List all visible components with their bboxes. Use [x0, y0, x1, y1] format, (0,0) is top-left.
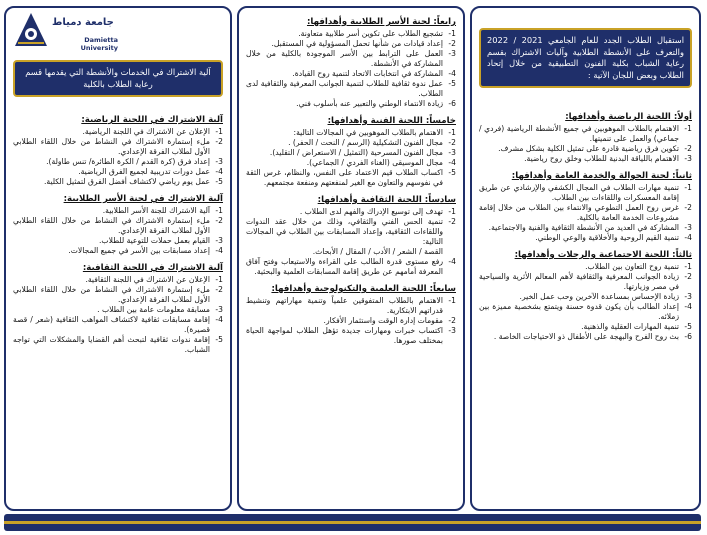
column-left [4, 6, 232, 511]
section-gap [246, 188, 456, 192]
header-box: آلية الاشتراك في الخدمات والأنشطة التي يقدمها قسم رعاية الطلاب بالكلية [13, 60, 223, 97]
list-item [479, 322, 692, 332]
list-item [246, 247, 456, 257]
item-text: إعداد فرق (كرة القدم / الكرة الطائرة/ تنس طاولة). [46, 157, 210, 166]
item-text: ملء إستمارة الاشتراك في النشاط من خلال اللقاء الطلابي الأول لطلاب الفرقة الإعدادي. [13, 137, 210, 156]
item-text: مجال الفنون التشكيلية (الرسم / النحت / الحفر) . [288, 138, 443, 147]
list-item [13, 275, 223, 285]
item-number: 3- [215, 236, 223, 245]
item-number: 3- [215, 157, 223, 166]
item-number: 3- [215, 305, 223, 314]
item-number: 5- [448, 79, 456, 88]
item-number: 2- [215, 216, 223, 225]
item-number: 4- [684, 233, 692, 242]
item-number: 1- [448, 128, 456, 137]
item-number: 2- [448, 316, 456, 325]
item-text: المشاركة في انتخابات الاتحاد لتنمية روح القيادة. [292, 69, 443, 78]
list-item [13, 315, 223, 335]
item-text: المشاركة في العديد من الأنشطة الثقافية والفنية والاجتماعية. [488, 223, 679, 232]
item-text: زيادة الجوانب المعرفية والثقافية لأهم المعالم الأثرية والسياحية في مصر وزيارتها. [479, 272, 679, 291]
item-number: 2- [215, 285, 223, 294]
list-item [13, 167, 223, 177]
item-number: 4- [684, 302, 692, 311]
list-item [479, 124, 692, 144]
item-number: 1- [215, 275, 223, 284]
item-text: آلية الاشتراك للجنة الأسر الطلابية. [102, 206, 210, 215]
item-number: 1- [215, 206, 223, 215]
list-item [479, 203, 692, 223]
item-number [443, 247, 456, 257]
item-text: إقامة ندوات ثقافية لتبحث أهم القضايا والمشكلات التي تواجه الشباب. [13, 335, 210, 354]
item-text: تنمية الحس الفني والثقافي، وذلك من خلال عقد الندوات واللقاءات الثقافية، وإعداد المسابقات بين الطلاب في المجالات التالية: [246, 217, 443, 246]
item-number: 4- [448, 257, 456, 266]
item-text: إقامة مسابقات ثقافية لاكتشاف المواهب الثقافية (شعر / قصة قصيرة). [13, 315, 210, 334]
list-item [246, 49, 456, 69]
item-text: تنمية روح التعاون بين الطلاب. [585, 262, 679, 271]
section-title: آلية الاشتراك في اللجنة الرياضية: [81, 115, 223, 125]
section-gap [246, 346, 456, 350]
bottom-border-bar [4, 514, 701, 531]
item-number: 6- [684, 332, 692, 341]
item-text: الإعلان عن الاشتراك في اللجنة الرياضية. [82, 127, 210, 136]
item-text: القصة / الشعر / الأدب / المقال / الأبحاث. [312, 247, 443, 256]
logo-arabic-name: جامعة دمياط [52, 17, 114, 28]
list-item [13, 236, 223, 246]
list-item [479, 223, 692, 233]
item-text: عمل دورات تدريبية لجميع الفرق الرياضية. [78, 167, 210, 176]
list-item [13, 246, 223, 256]
list-item [479, 183, 692, 203]
list-item [246, 128, 456, 138]
section-title: رابعاً: لجنة الأسر الطلابية وأهدافها: [306, 17, 456, 27]
item-text: رفع مستوى قدرة الطالب على القراءة والاستيعاب وفتح آفاق المعرفة أمامهم عن طريق إقامة المسابقات العلمية والبحثية. [246, 257, 443, 276]
list-item [13, 177, 223, 187]
item-text: اكتساب خبرات ومهارات جديدة تؤهل الطلاب لمواجهة الحياة بمختلف صورها. [246, 326, 443, 345]
item-number: 2- [684, 272, 692, 281]
list-item [13, 206, 223, 216]
item-text: تهدف إلى توسيع الإدراك والفهم لدى الطلاب . [299, 207, 443, 216]
item-text: زيادة الانتماء الوطني والتعبير عنه بأسلوب فني. [296, 99, 443, 108]
item-text: عمل ندوة ثقافية للطلاب لتنمية الجوانب المعرفية والثقافية لدى الطلاب. [246, 79, 443, 98]
logo-english-name: Damietta University [80, 36, 118, 52]
list-item [246, 207, 456, 217]
intro-box: استقبال الطلاب الجدد للعام الجامعي 2021 / 2022 والتعرف على الأنشطة الطلابية وآليات الاشتراك بقسم رعاية الشباب بكلية الفنون التطبيقية من خلال إتحاد الطلاب وبعض اللجان الآتية : [479, 28, 692, 88]
sections-right [479, 112, 692, 346]
list-item [13, 305, 223, 315]
list-item [13, 216, 223, 236]
university-logo-mark [14, 12, 48, 48]
item-text: إعداد الطالب بأن يكون قدوة حسنة ويتمتع بشخصية مميزة بين زملائه. [479, 302, 679, 321]
item-text: الإعلان عن الاشتراك في اللجنة الثقافية. [85, 275, 210, 284]
item-text: الاهتمام بالطلاب الموهوبين في جميع الأنشطة الرياضية (فردي / جماعي) والعمل على تنميتها. [479, 124, 679, 143]
item-number: 3- [684, 223, 692, 232]
list-item [246, 326, 456, 346]
item-text: العمل على الترابط بين الأسر الموجودة بالكلية من خلال المشاركة في الأنشطة. [246, 49, 443, 68]
section-title: أولاً: اللجنة الرياضية وأهدافها: [565, 112, 692, 122]
bottom-gold-stripe [4, 521, 701, 524]
item-number: 3- [448, 148, 456, 157]
list-item [246, 39, 456, 49]
list-item [479, 144, 692, 154]
item-number: 3- [448, 326, 456, 335]
item-number: 1- [448, 296, 456, 305]
section-gap [479, 164, 692, 168]
item-number: 1- [684, 262, 692, 271]
list-item [246, 158, 456, 168]
item-number: 5- [448, 168, 456, 177]
list-item [13, 127, 223, 137]
item-text: ملء إستمارة الاشتراك في النشاط من خلال اللقاء الطلابي الأول لطلاب الفرقة الإعدادي. [13, 216, 210, 235]
item-text: ملء إستمارة الاشتراك في النشاط من خلال اللقاء الطلابي الأول لطلاب الفرقة الإعدادي. [13, 285, 210, 304]
university-logo [14, 12, 118, 52]
list-item [479, 233, 692, 243]
item-text: تنمية مهارات الطلاب في المجال الكشفي والإرشادي عن طريق إقامة المعسكرات واللقاءات بين الطلاب. [479, 183, 679, 202]
list-item [479, 332, 692, 342]
item-number: 5- [215, 177, 223, 186]
item-text: تنمية المهارات العقلية والذهنية. [581, 322, 679, 331]
section-title: آلية الاشتراك في اللجنة الثقافية: [82, 263, 223, 273]
section-gap [479, 243, 692, 247]
item-number: 1- [448, 207, 456, 216]
item-text: زيادة الإحساس بمساعدة الآخرين وحب عمل الخير. [519, 292, 679, 301]
item-text: الاهتمام بالطلاب المتفوقين علمياً وتنمية مهاراتهم وتنشيط قدراتهم الابتكارية. [246, 296, 443, 315]
item-number: 1- [448, 29, 456, 38]
item-number: 1- [684, 183, 692, 192]
list-item [246, 29, 456, 39]
item-number: 6- [448, 99, 456, 108]
list-item [479, 302, 692, 322]
list-item [13, 285, 223, 305]
item-text: مقومات إدارة الوقت واستثمار الأفكار. [323, 316, 443, 325]
item-number: 1- [215, 127, 223, 136]
list-item [13, 137, 223, 157]
item-number: 2- [448, 217, 456, 226]
list-item [13, 335, 223, 355]
item-text: الاهتمام باللياقة البدنية للطلاب وخلق روح رياضية. [524, 154, 679, 163]
list-item [246, 257, 456, 277]
sections-middle [246, 17, 456, 350]
item-text: القيام بعمل حملات للتوعية للطلاب. [99, 236, 210, 245]
item-text: تشجيع الطلاب على تكوين أسر طلابية متعاونة. [298, 29, 443, 38]
item-number: 3- [448, 49, 456, 58]
item-number: 4- [215, 246, 223, 255]
section-gap [246, 109, 456, 113]
section-title: سابعاً: اللجنة العلمية والتكنولوجية وأهدافها: [271, 284, 456, 294]
column-right [470, 6, 701, 511]
item-text: الاهتمام بالطلاب الموهوبين في المجالات التالية: [293, 128, 443, 137]
item-number: 4- [448, 158, 456, 167]
list-item [246, 168, 456, 188]
item-number: 3- [684, 154, 692, 163]
item-number: 2- [684, 144, 692, 153]
column-middle [237, 6, 465, 511]
sections-left [13, 115, 223, 359]
section-gap [479, 342, 692, 346]
section-title: سادساً: اللجنة الثقافية وأهدافها: [317, 195, 456, 205]
item-text: اكساب الطلاب قيم الاعتماد على النفس، والنظام، غرس الثقة في نفوسهم والتعاون مع الغير لمنفعتهم ومنفعة مجتمعهم. [246, 168, 443, 187]
section-title: آلية الاشتراك في لجنة الأسر الطلابية: [63, 194, 223, 204]
item-number: 2- [448, 39, 456, 48]
list-item [246, 296, 456, 316]
item-text: إعداد قيادات من شأنها تحمل المسؤولية في المستقبل. [271, 39, 443, 48]
list-item [479, 154, 692, 164]
item-number: 5- [684, 322, 692, 331]
section-title: ثانياً: لجنة الجوالة والخدمة العامة وأهدافها: [511, 171, 692, 181]
list-item [13, 157, 223, 167]
list-item [246, 217, 456, 247]
list-item [246, 79, 456, 99]
section-gap [13, 355, 223, 359]
section-gap [13, 187, 223, 191]
item-number: 4- [215, 315, 223, 324]
item-text: مجال الفنون المسرحية (التمثيل / الاستعراض / التقليد). [269, 148, 443, 157]
item-text: بث روح الفرح والبهجة على الأطفال ذو الاحتياجات الخاصة . [493, 332, 679, 341]
item-number: 5- [215, 335, 223, 344]
item-text: تكوين فرق رياضية قادرة على تمثيل الكلية بشكل مشرف. [498, 144, 679, 153]
list-item [479, 272, 692, 292]
item-text: عمل يوم رياضي لاكتشاف أفضل الفرق لتمثيل الكلية. [43, 177, 210, 186]
list-item [246, 316, 456, 326]
section-gap [13, 256, 223, 260]
list-item [246, 69, 456, 79]
item-text: مسابقة معلومات عامة بين الطلاب . [97, 305, 210, 314]
item-text: إعداد مسابقات بين الأسر في جميع المجالات. [68, 246, 210, 255]
list-item [246, 148, 456, 158]
item-number: 1- [684, 124, 692, 133]
list-item [479, 262, 692, 272]
item-text: غرس روح العمل التطوعي والانتماء بين الطلاب من خلال إقامة مشروعات الخدمة العامة بالكلية. [479, 203, 679, 222]
item-number: 2- [215, 137, 223, 146]
item-number: 2- [684, 203, 692, 212]
section-title: ثالثاً: اللجنة الاجتماعية والرحلات وأهدافها: [514, 250, 692, 260]
list-item [246, 99, 456, 109]
section-title: خامساً: اللجنة الفنية وأهدافها: [327, 116, 456, 126]
item-number: 4- [215, 167, 223, 176]
item-text: تنمية القيم الروحية والأخلاقية والوعي الوطني. [535, 233, 679, 242]
item-number: 4- [448, 69, 456, 78]
item-number: 3- [684, 292, 692, 301]
list-item [479, 292, 692, 302]
item-text: مجال الموسيقى (الغناء الفردي / الجماعي). [306, 158, 443, 167]
section-gap [246, 277, 456, 281]
list-item [246, 138, 456, 148]
item-number: 2- [448, 138, 456, 147]
